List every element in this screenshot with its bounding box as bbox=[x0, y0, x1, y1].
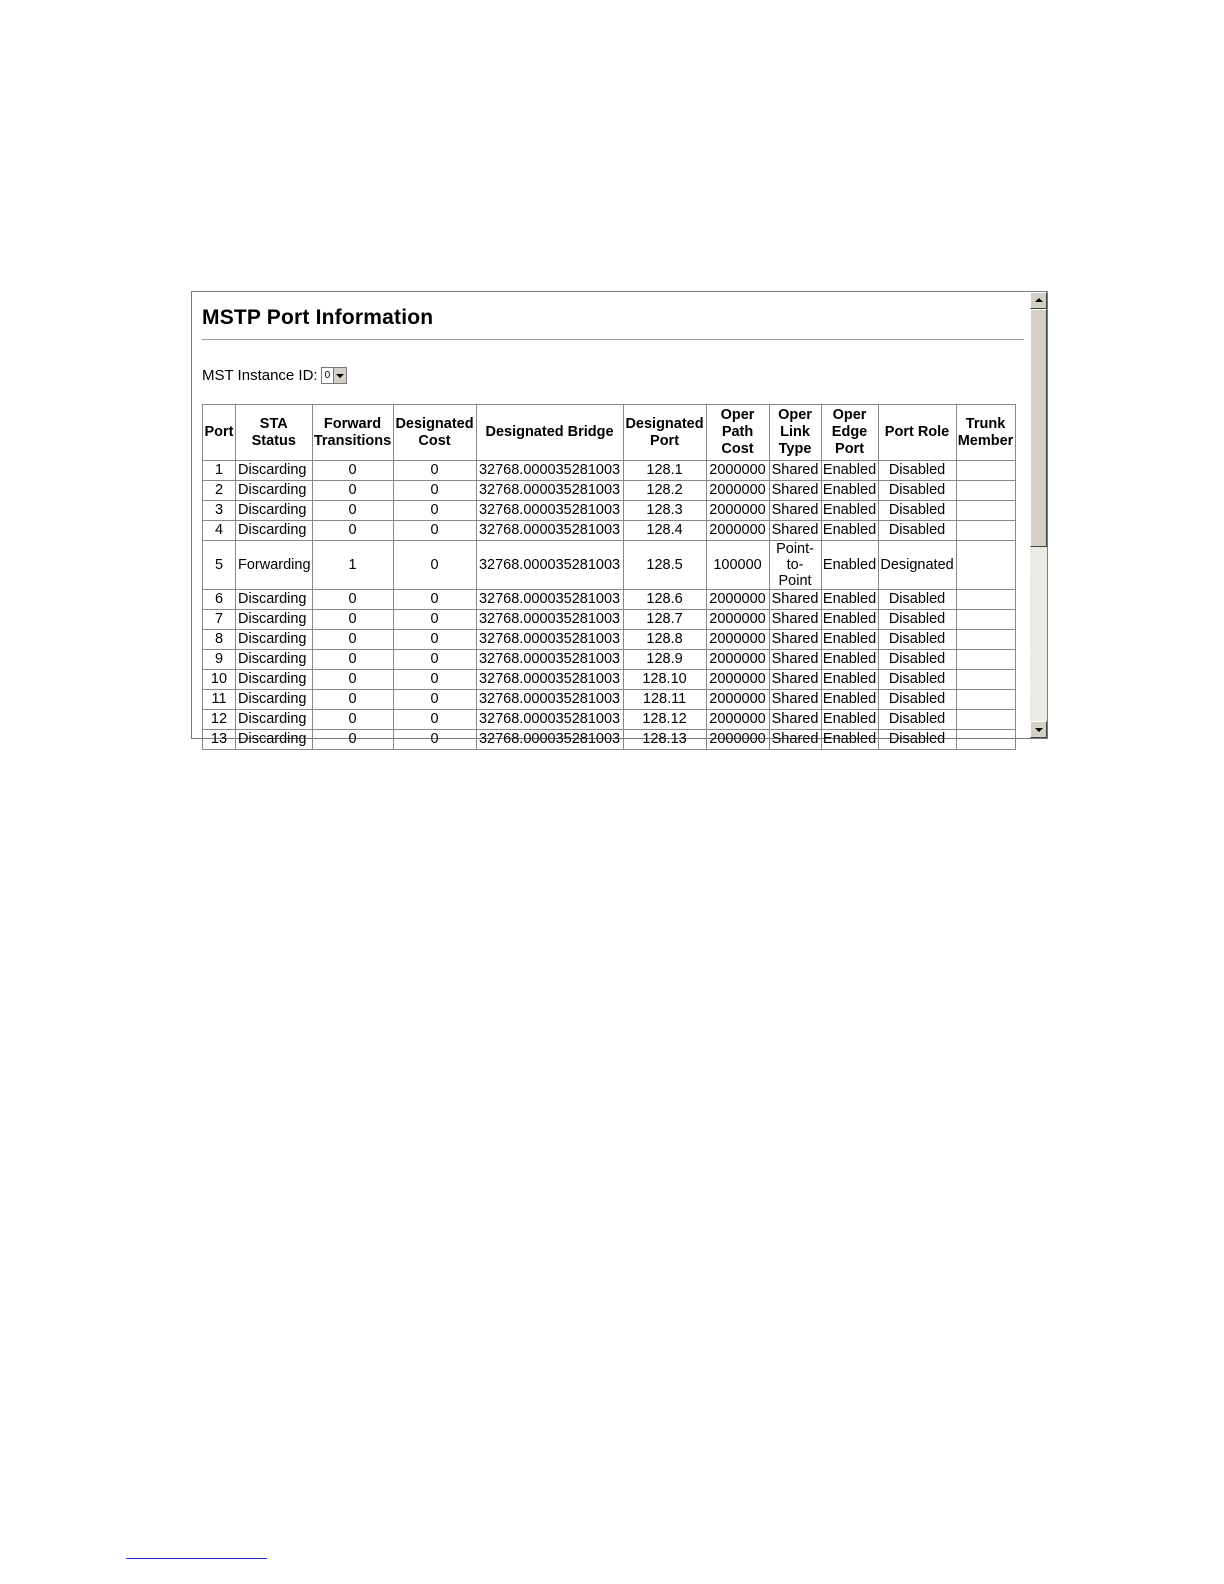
col-trunk-member: Trunk Member bbox=[956, 405, 1015, 461]
cell-oper-link-type: Shared bbox=[769, 590, 821, 610]
cell-forward-transitions: 0 bbox=[312, 501, 393, 521]
col-designated-port: Designated Port bbox=[623, 405, 706, 461]
cell-port: 1 bbox=[203, 461, 236, 481]
table-row bbox=[203, 541, 1016, 590]
cell-oper-path-cost: 2000000 bbox=[706, 690, 769, 710]
cell-oper-path-cost: 2000000 bbox=[706, 730, 769, 750]
cell-trunk-member bbox=[956, 541, 1015, 590]
cell-port-role: Disabled bbox=[878, 610, 956, 630]
cell-oper-edge-port: Enabled bbox=[821, 501, 878, 521]
cell-trunk-member bbox=[956, 521, 1015, 541]
table-row bbox=[203, 590, 1016, 610]
page-content bbox=[192, 292, 1030, 747]
table-row bbox=[203, 710, 1016, 730]
cell-port: 2 bbox=[203, 481, 236, 501]
cell-designated-bridge: 32768.000035281003 bbox=[476, 610, 623, 630]
instance-label: MST Instance ID: bbox=[202, 367, 318, 384]
cell-port: 9 bbox=[203, 650, 236, 670]
cell-trunk-member bbox=[956, 461, 1015, 481]
cell-forward-transitions: 0 bbox=[312, 690, 393, 710]
cell-oper-edge-port: Enabled bbox=[821, 650, 878, 670]
cell-trunk-member bbox=[956, 730, 1015, 750]
cell-oper-link-type: Shared bbox=[769, 690, 821, 710]
col-sta-status: STA Status bbox=[236, 405, 313, 461]
cell-oper-path-cost: 2000000 bbox=[706, 501, 769, 521]
cell-forward-transitions: 0 bbox=[312, 670, 393, 690]
cell-oper-path-cost: 2000000 bbox=[706, 710, 769, 730]
col-designated-cost: Designated Cost bbox=[393, 405, 476, 461]
cell-trunk-member bbox=[956, 501, 1015, 521]
cell-oper-edge-port: Enabled bbox=[821, 730, 878, 750]
col-oper-edge-port: Oper Edge Port bbox=[821, 405, 878, 461]
cell-sta-status: Discarding bbox=[236, 670, 313, 690]
cell-oper-path-cost: 2000000 bbox=[706, 481, 769, 501]
table-row bbox=[203, 501, 1016, 521]
cell-port-role: Disabled bbox=[878, 590, 956, 610]
cell-oper-edge-port: Enabled bbox=[821, 521, 878, 541]
cell-designated-bridge: 32768.000035281003 bbox=[476, 650, 623, 670]
instance-row bbox=[202, 367, 347, 384]
cell-sta-status: Discarding bbox=[236, 630, 313, 650]
cell-forward-transitions: 0 bbox=[312, 481, 393, 501]
cell-sta-status: Discarding bbox=[236, 590, 313, 610]
cell-trunk-member bbox=[956, 690, 1015, 710]
instance-id-select[interactable] bbox=[321, 367, 347, 384]
cell-port: 12 bbox=[203, 710, 236, 730]
cell-sta-status: Discarding bbox=[236, 461, 313, 481]
cell-forward-transitions: 1 bbox=[312, 541, 393, 590]
cell-designated-cost: 0 bbox=[393, 670, 476, 690]
cell-designated-cost: 0 bbox=[393, 481, 476, 501]
cell-oper-path-cost: 2000000 bbox=[706, 590, 769, 610]
cell-oper-path-cost: 2000000 bbox=[706, 610, 769, 630]
footnote-divider bbox=[126, 1558, 267, 1559]
cell-sta-status: Discarding bbox=[236, 521, 313, 541]
cell-oper-edge-port: Enabled bbox=[821, 541, 878, 590]
cell-port-role: Disabled bbox=[878, 501, 956, 521]
cell-oper-edge-port: Enabled bbox=[821, 670, 878, 690]
col-oper-path-cost: Oper Path Cost bbox=[706, 405, 769, 461]
cell-oper-link-type: Shared bbox=[769, 630, 821, 650]
table-row bbox=[203, 481, 1016, 501]
arrow-up-icon[interactable] bbox=[1030, 292, 1047, 309]
cell-oper-link-type: Shared bbox=[769, 610, 821, 630]
vertical-scrollbar[interactable] bbox=[1030, 292, 1047, 738]
cell-designated-bridge: 32768.000035281003 bbox=[476, 541, 623, 590]
cell-designated-cost: 0 bbox=[393, 690, 476, 710]
cell-sta-status: Discarding bbox=[236, 690, 313, 710]
cell-sta-status: Discarding bbox=[236, 650, 313, 670]
col-port: Port bbox=[203, 405, 236, 461]
cell-forward-transitions: 0 bbox=[312, 590, 393, 610]
cell-designated-port: 128.2 bbox=[623, 481, 706, 501]
cell-designated-port: 128.8 bbox=[623, 630, 706, 650]
cell-port: 4 bbox=[203, 521, 236, 541]
cell-trunk-member bbox=[956, 670, 1015, 690]
cell-trunk-member bbox=[956, 610, 1015, 630]
cell-forward-transitions: 0 bbox=[312, 521, 393, 541]
cell-oper-link-type: Shared bbox=[769, 650, 821, 670]
cell-sta-status: Discarding bbox=[236, 710, 313, 730]
scroll-thumb[interactable] bbox=[1030, 309, 1047, 547]
cell-port: 10 bbox=[203, 670, 236, 690]
cell-forward-transitions: 0 bbox=[312, 461, 393, 481]
cell-port: 6 bbox=[203, 590, 236, 610]
cell-oper-edge-port: Enabled bbox=[821, 481, 878, 501]
cell-designated-bridge: 32768.000035281003 bbox=[476, 521, 623, 541]
cell-port: 3 bbox=[203, 501, 236, 521]
port-table bbox=[202, 404, 1016, 750]
col-forward-transitions: Forward Transitions bbox=[312, 405, 393, 461]
cell-oper-edge-port: Enabled bbox=[821, 690, 878, 710]
cell-oper-path-cost: 100000 bbox=[706, 541, 769, 590]
cell-port-role: Disabled bbox=[878, 710, 956, 730]
cell-designated-bridge: 32768.000035281003 bbox=[476, 690, 623, 710]
cell-designated-port: 128.1 bbox=[623, 461, 706, 481]
cell-sta-status: Discarding bbox=[236, 481, 313, 501]
cell-port-role: Disabled bbox=[878, 481, 956, 501]
cell-designated-cost: 0 bbox=[393, 541, 476, 590]
cell-port-role: Disabled bbox=[878, 630, 956, 650]
cell-oper-link-type: Shared bbox=[769, 501, 821, 521]
cell-designated-cost: 0 bbox=[393, 521, 476, 541]
cell-forward-transitions: 0 bbox=[312, 730, 393, 750]
cell-port-role: Disabled bbox=[878, 730, 956, 750]
cell-oper-link-type: Shared bbox=[769, 461, 821, 481]
cell-trunk-member bbox=[956, 481, 1015, 501]
cell-designated-port: 128.13 bbox=[623, 730, 706, 750]
cell-oper-path-cost: 2000000 bbox=[706, 630, 769, 650]
cell-designated-port: 128.3 bbox=[623, 501, 706, 521]
cell-designated-bridge: 32768.000035281003 bbox=[476, 710, 623, 730]
cell-sta-status: Discarding bbox=[236, 610, 313, 630]
cell-oper-link-type: Shared bbox=[769, 670, 821, 690]
cell-designated-port: 128.10 bbox=[623, 670, 706, 690]
cell-designated-bridge: 32768.000035281003 bbox=[476, 590, 623, 610]
cell-port-role: Disabled bbox=[878, 650, 956, 670]
cell-designated-port: 128.9 bbox=[623, 650, 706, 670]
cell-sta-status: Forwarding bbox=[236, 541, 313, 590]
table-row bbox=[203, 650, 1016, 670]
cell-forward-transitions: 0 bbox=[312, 650, 393, 670]
cell-oper-link-type: Shared bbox=[769, 521, 821, 541]
table-row bbox=[203, 461, 1016, 481]
cell-port-role: Disabled bbox=[878, 521, 956, 541]
cell-oper-edge-port: Enabled bbox=[821, 630, 878, 650]
chevron-down-icon[interactable] bbox=[333, 368, 346, 383]
cell-sta-status: Discarding bbox=[236, 730, 313, 750]
cell-trunk-member bbox=[956, 590, 1015, 610]
table-header-row bbox=[203, 405, 1016, 461]
arrow-down-icon[interactable] bbox=[1030, 721, 1047, 738]
instance-id-value: 0 bbox=[324, 370, 331, 381]
cell-designated-cost: 0 bbox=[393, 710, 476, 730]
cell-designated-port: 128.4 bbox=[623, 521, 706, 541]
cell-designated-cost: 0 bbox=[393, 650, 476, 670]
cell-designated-cost: 0 bbox=[393, 590, 476, 610]
cell-port-role: Disabled bbox=[878, 670, 956, 690]
cell-oper-path-cost: 2000000 bbox=[706, 461, 769, 481]
table-row bbox=[203, 690, 1016, 710]
cell-oper-edge-port: Enabled bbox=[821, 610, 878, 630]
cell-designated-cost: 0 bbox=[393, 630, 476, 650]
cell-sta-status: Discarding bbox=[236, 501, 313, 521]
table-row bbox=[203, 670, 1016, 690]
cell-oper-link-type: Shared bbox=[769, 481, 821, 501]
cell-oper-link-type: Shared bbox=[769, 710, 821, 730]
cell-forward-transitions: 0 bbox=[312, 710, 393, 730]
title-divider bbox=[202, 339, 1024, 340]
cell-designated-port: 128.6 bbox=[623, 590, 706, 610]
cell-oper-path-cost: 2000000 bbox=[706, 670, 769, 690]
cell-oper-edge-port: Enabled bbox=[821, 710, 878, 730]
cell-oper-link-type: Point-to-Point bbox=[769, 541, 821, 590]
cell-oper-link-type: Shared bbox=[769, 730, 821, 750]
cell-trunk-member bbox=[956, 710, 1015, 730]
table-row bbox=[203, 521, 1016, 541]
page-title: MSTP Port Information bbox=[202, 306, 434, 329]
cell-designated-cost: 0 bbox=[393, 501, 476, 521]
cell-designated-bridge: 32768.000035281003 bbox=[476, 481, 623, 501]
cell-trunk-member bbox=[956, 630, 1015, 650]
cell-oper-path-cost: 2000000 bbox=[706, 650, 769, 670]
cell-designated-port: 128.5 bbox=[623, 541, 706, 590]
cell-oper-edge-port: Enabled bbox=[821, 461, 878, 481]
cell-port: 11 bbox=[203, 690, 236, 710]
cell-designated-bridge: 32768.000035281003 bbox=[476, 501, 623, 521]
col-port-role: Port Role bbox=[878, 405, 956, 461]
cell-designated-bridge: 32768.000035281003 bbox=[476, 730, 623, 750]
cell-forward-transitions: 0 bbox=[312, 610, 393, 630]
cell-designated-port: 128.7 bbox=[623, 610, 706, 630]
col-oper-link-type: Oper Link Type bbox=[769, 405, 821, 461]
col-designated-bridge: Designated Bridge bbox=[476, 405, 623, 461]
cell-port-role: Disabled bbox=[878, 461, 956, 481]
cell-port-role: Disabled bbox=[878, 690, 956, 710]
cell-designated-bridge: 32768.000035281003 bbox=[476, 461, 623, 481]
cell-designated-bridge: 32768.000035281003 bbox=[476, 630, 623, 650]
table-row bbox=[203, 730, 1016, 750]
cell-designated-cost: 0 bbox=[393, 461, 476, 481]
cell-oper-path-cost: 2000000 bbox=[706, 521, 769, 541]
cell-port: 8 bbox=[203, 630, 236, 650]
cell-oper-edge-port: Enabled bbox=[821, 590, 878, 610]
cell-port: 5 bbox=[203, 541, 236, 590]
cell-port: 7 bbox=[203, 610, 236, 630]
cell-designated-port: 128.12 bbox=[623, 710, 706, 730]
cell-port-role: Designated bbox=[878, 541, 956, 590]
table-row bbox=[203, 610, 1016, 630]
cell-designated-cost: 0 bbox=[393, 730, 476, 750]
cell-port: 13 bbox=[203, 730, 236, 750]
cell-designated-port: 128.11 bbox=[623, 690, 706, 710]
cell-trunk-member bbox=[956, 650, 1015, 670]
cell-designated-bridge: 32768.000035281003 bbox=[476, 670, 623, 690]
cell-designated-cost: 0 bbox=[393, 610, 476, 630]
browser-frame bbox=[191, 291, 1048, 747]
cell-forward-transitions: 0 bbox=[312, 630, 393, 650]
table-row bbox=[203, 630, 1016, 650]
